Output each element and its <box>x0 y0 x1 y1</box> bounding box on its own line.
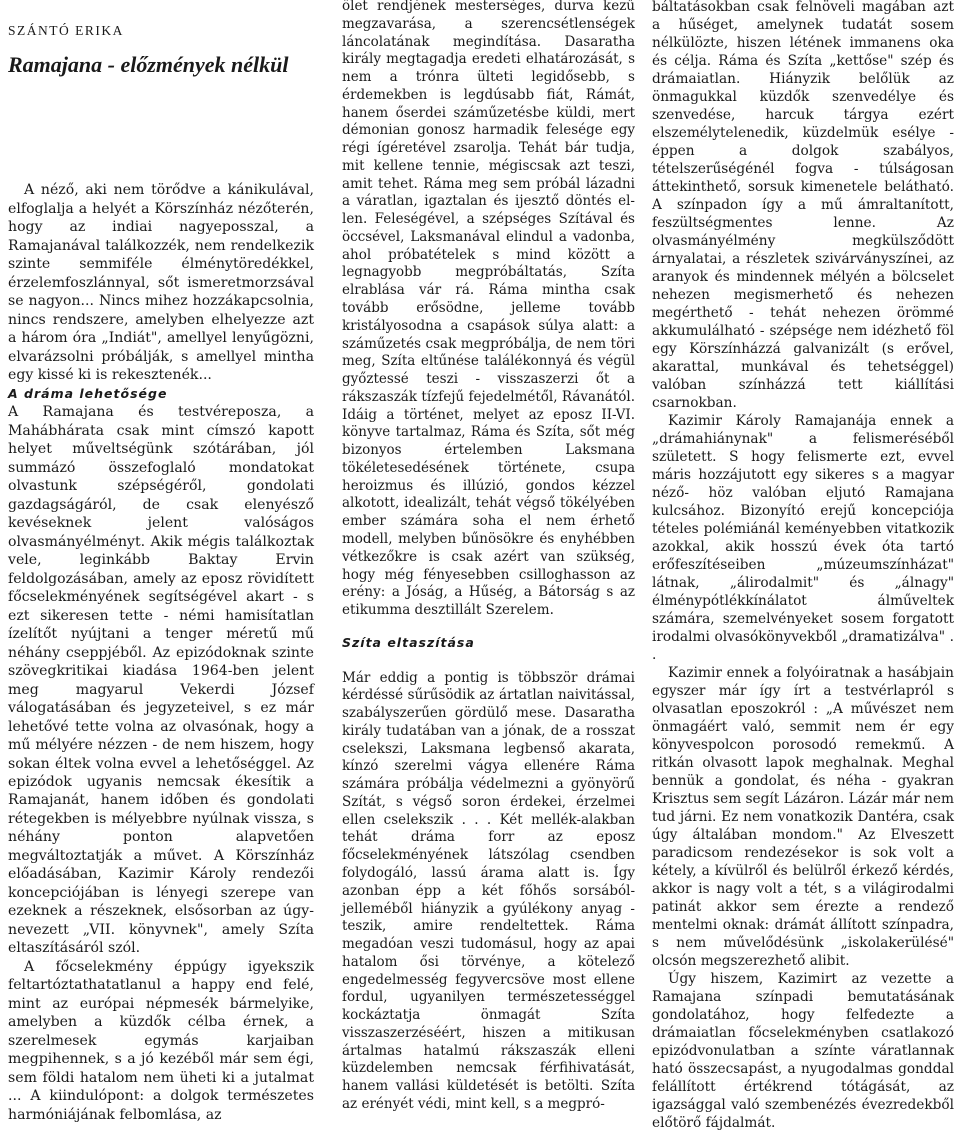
paragraph: A Ramajana és testvéreposza, a Mahábhárata csak mint címszó kapott helyet műveltségünk szótárában, jól summázó összefoglaló mondatokat olvastunk szépségéről, gondolati gazdagságáról, de csak elenyésző kevéseknek jelent valóságos olvasmányélményt. Akik mégis találkoztak vele, leginkább Baktay Ervin feldolgozásában, amely az eposz rövidített főcselekményének segítségével akart - s ezt sikeresen tette - némi hamisítatlan ízelítőt nyújtani a tenger méretű mű néhány cseppjéből. Az epizódoknak szinte szövegkritikai kiadása 1964-ben jelent meg magyarul Vekerdi József válogatásában és jegyzeteivel, s ez már lehetővé tette volna az olvasónak, hogy a mű mélyére nézzen - de nem hiszem, hogy sokan éltek volna evvel a lehetőséggel. Az epizódok ugyanis nemcsak ékesítik a Ramajanát, hanem időben és gondolati rétegekben is mélyebbre nyúlnak vissza, s néhány ponton alapvetően megváltoztatják a művet. A Körszínház előadásában, Kazimir Károly rendezői koncepciójában is lényegi szerepe van ezeknek a részeknek, elsősorban az úgy-nevezett „VII. könyvnek", amely Szíta eltaszításáról szól. <box>8 404 314 957</box>
section-heading: A dráma lehetősége <box>8 385 168 401</box>
title-spacing <box>8 77 314 181</box>
article-title: Ramajana - előzmények nélkül <box>8 52 289 78</box>
column-1 <box>8 0 314 1124</box>
paragraph: Kazimir Károly Ramajanája ennek a „drámahiánynak" a felismeréséből született. S hogy felismerte ezt, evvel máris hozzájutott egy sikeres s a magyar néző- höz valóban eljutó Ramajana kulcsához. Bizonyító erejű koncepciója tételes polémiánál keményebben vitatkozik azokkal, akik hosszú évek óta tartó erőfeszítéseiben „múzeumszínházat" látnak, „álirodalmit" és „álnagy" élménypótlékkínálatot álműveltek számára, szemelvényeket sosem forgatott irodalmi olvasókönyvekből „dramatizálva" . . <box>652 413 954 663</box>
paragraph: A néző, aki nem törődve a kánikulával, elfoglalja a helyét a Körszínház nézőterén, hogy az indiai nagyeposszal, a Ramajanával találkozzék, nem rendelkezik szinte semmiféle élménytöredékkel, érzelemfoszlánnyal, sőt ismeretmorzsával se nagyon... Nincs mihez hozzákapcsolnia, nincs rendszere, amelyben elhelyezze azt a három óra „Indiát", amellyel lenyűgözni, elvarázsolni próbálják, s amellyel mintha egy kissé ki is rekesztenék... <box>8 182 314 384</box>
paragraph: báltatásokban csak felnöveli magában azt a hűséget, amelynek tudatát sosem nélkülözte, hiszen létének immanens oka és célja. Ráma és Szíta „kettőse" szép és drámaiatlan. Hiányzik belőlük az önmagukkal küzdők szenvedélye és szenvedése, harcuk tárgya ezért elszemélytelenedik, küzdelmük esélye - éppen a dolgok szabályos, tételszerűségénél fogva - túlságosan áttekinthető, sorsuk kimenetele belátható. A színpadon így a mű ámraltanított, feszültségmentes lenne. Az olvasmányélmény megkülsződött árnyalatai, a részletek szivárványszínei, az aranyok és mindennek mélyén a bölcselet nehezen megismerhető és nehezen megérthető - tehát nehezen örömmé akkumulálható - szépsége nem idézhető föl egy Körszínházzá galvanizált (s erővel, akarattal, munkával és tehetséggel) valóban színházzá tett kiállítási csarnokban. <box>652 0 954 411</box>
column-3 <box>652 0 954 1132</box>
paragraph: Már eddig a pontig is többször drámai kérdéssé sűrűsödik az ártatlan naivitással, szabályszerűen gördülő mese. Dasaratha király tudatában van a jónak, de a rosszat cselekszi, Laksmana legbenső akarata, kínzó szerelmi vágya ellenére Ráma számára próbálja védelmezni a gyönyörű Szítát, s végső soron érdekei, érzelmei ellen cselekszik . . . Két mellék-alakban tehát dráma forr az eposz főcselekményének látszólag csendben folydogáló, lassú árama alatt is. Így azonban épp a két főhős sorsából-jelleméből hiányzik a gyúlékony anyag - teszik, amire rendeltettek. Ráma megadóan veszi tudomásul, hogy az apai hatalom ősi törvénye, a kötelező engedelmesség fegyvercsöve most ellene fordul, ugyanilyen természetességgel kockáztatja önmagát Szíta visszaszerzéséért, hiszen a mitikusan ártalmas hatalmú rákszaszák elleni küzdelemben nemcsak férfihivatását, hanem vallási küldetését is betölti. Szíta az erényét védi, mint kell, s a megpró- <box>342 669 635 1112</box>
paragraph: ölet rendjének mesterséges, durva kezű megzavarása, a szerencsétlenségek láncolatának megindítása. Dasaratha király megtagadja eredeti elhatározását, s nem a trónra ülteti legidősebb, s érdemekben is legdúsabb fiát, Rámát, hanem őserdei száműzetésbe küldi, mert démonian gonosz harmadik felesége egy régi ígéretével zsarolja. Tehát bár tudja, mit kellene tennie, mégiscsak azt teszi, amit tehet. Ráma meg sem próbál lázadni a váratlan, igaztalan és ijesztő döntés el-len. Feleségével, a szépséges Szítával és öccsével, Laksmanával elindul a vadonba, ahol próbatételek s mind között a legnagyobb megpróbáltatás, Szíta elrablása vár rá. Ráma mintha csak tovább erősödne, jelleme tovább kristályosodna a csapások súlya alatt: a száműzetés csak megpróbálja, de nem töri meg, Szíta eltűnése találékonnyá és végül győztessé teszi - visszaszerzi őt a rákszaszák tízfejű fejedelmétől, Rávanától. Idáig a történet, melyet az eposz II-VI. könyve tartalmaz, Ráma és Szíta, sőt még bizonyos értelemben Laksmana tökéletesedésének története, csupa heroizmus és illúzió, gondos kézzel alkotott, idealizált, tehát végső tökélyében ember számára soha el nem érhető modell, melyben bűnösökre és enyhébben vétkezőkre is csak azért van szükség, hogy még fényesebben csilloghasson az erény: a Jóság, a Hűség, a Bátorság s az etikumma desztillált Szerelem. <box>342 0 635 619</box>
paragraph: Kazimir ennek a folyóiratnak a hasábjain egyszer már így írt a testvérlapról s olvasatlan eposzokról : „A művészet nem önmagáért való, semmit nem ér egy könyvespolcon porosodó remekmű. A ritkán olvasott lapok meghalnak. Meghal bennük a gondolat, és néha - gyakran Krisztus sem segít Lázáron. Lázár már nem tud járni. Ez nem vonatkozik Dantéra, csak úgy általában mondom." Az Elveszett paradicsom rendezésekor is sok volt a kétely, a kívülről és belülről érkező kérdés, akkor is nagy volt a tét, s a világirodalmi patinát akkor sem érezte a rendező mentelmi oknak: drámát állított színpadra, s nem művelődésünk „iskolakerülésé" olcsón megszerezhető alibit. <box>652 665 955 969</box>
column-2 <box>342 0 635 1114</box>
author-name: SZÁNTÓ ERIKA <box>8 23 124 38</box>
paragraph: Úgy hiszem, Kazimirt az vezette a Ramajana színpadi bemutatásának gondolatához, hogy felfedezte a drámaiatlan főcselekményben csatlakozó epizódvonulatban a színte váratlannak ható összecsapást, a nyugodalmas gonddal felállított értékrend tótágását, az igazsággal való szembenézés évezredekből előtörő fájdalmát. <box>652 971 954 1131</box>
paragraph: A főcselekmény éppúgy igyekszik feltartóztathatatlanul a happy end felé, mint az európai népmesék bármelyike, amelyben a küzdők célba érnek, a szerelmesek egymás karjaiban megpihennek, s a jó kezéből már sem égi, sem földi hatalom nem üheti ki a jutalmat ... A kiindulópont: a dolgok természetes harmóniájának felbomlása, az <box>8 958 314 1123</box>
section-heading: Szíta eltaszítása <box>342 634 475 650</box>
